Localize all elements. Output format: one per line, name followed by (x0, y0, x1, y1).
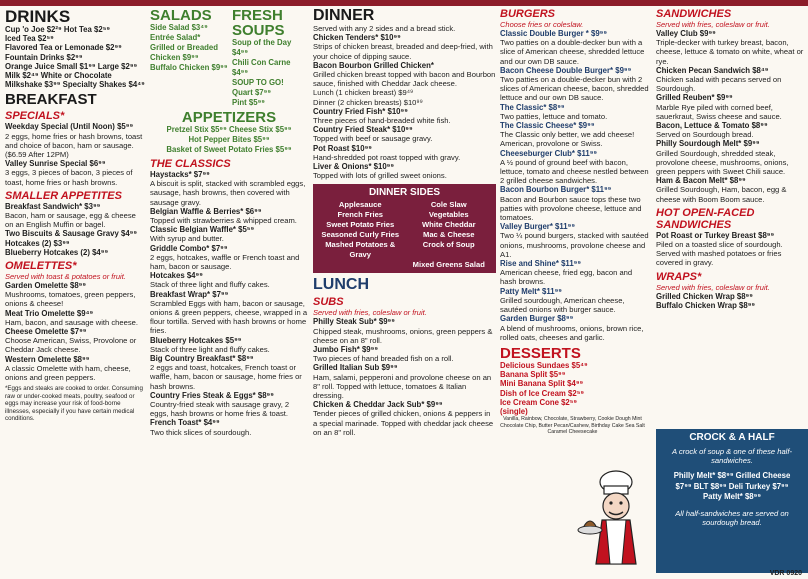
menu-item-desc: Strips of chicken breast, breaded and deep-fried, with your choice of dipping sauce. (313, 42, 493, 61)
crock-item: Patty Melt* $8⁹⁹ (702, 492, 762, 502)
salad-line: Chicken $9⁹⁹ (150, 53, 199, 62)
menu-item-desc: Bacon, ham or sausage, egg & cheese on an English Muffin or bagel. (5, 211, 136, 230)
menu-item-name: Jumbo Fish* $9⁹⁹ (313, 345, 379, 355)
dinner-side: Mixed Greens Salad (412, 260, 485, 270)
column-salads-classics (150, 8, 308, 437)
menu-item-desc: A ½ pound of ground beef with bacon, lettuce, tomato and cheese nestled between 2 grilled cheese sandwiches. (500, 157, 649, 186)
menu-item-desc: 2 eggs and toast, hotcakes, French toast or waffle, ham, bacon or sausage, home fries or hash browns. (150, 363, 302, 391)
dessert-line: Dish of Ice Cream $2⁵⁹ (500, 388, 585, 398)
salads-list (150, 23, 232, 73)
appetizers-list (150, 125, 308, 155)
burgers-title: BURGERS (500, 8, 556, 20)
dinner-sides-box (313, 184, 496, 273)
menu-item-name: Chicken Pecan Sandwich $8⁴⁹ (656, 65, 769, 75)
menu-item-name: Haystacks* $7⁹⁹ (150, 170, 210, 179)
dessert-flavors: Vanilla, Rainbow, Chocolate, Strawberry, Cookie Dough Mint Chocolate Chip, Butter Pecan/Cashew, Birthday Cake Sea Salt Caramel Cheesecake (500, 416, 645, 435)
menu-item-name: Blueberry Hotcakes (2) $4⁹⁹ (5, 247, 109, 257)
menu-item-desc: Two ¼ pound burgers, stacked with sautéed onions, mushrooms, provolone cheese and A1. (500, 231, 649, 259)
dinner-side (316, 260, 405, 270)
menu-item-name: Country Fries Steak & Eggs* $8⁹⁹ (150, 390, 274, 400)
dinner-list (313, 33, 496, 180)
menu-item-name: Classic Double Burger * $9⁹⁹ (500, 29, 608, 38)
lunch-list (313, 317, 496, 437)
menu-item-name: Blueberry Hotcakes $5⁹⁹ (150, 335, 242, 345)
menu-item-name: Ham & Bacon Melt* $8⁹⁹ (656, 176, 746, 186)
soup-line: Pint $5⁹⁹ (232, 98, 265, 107)
specials-title: SPECIALS* (5, 110, 65, 123)
salad-line: Buffalo Chicken $9⁹⁹ (150, 63, 228, 72)
lunch-title: LUNCH (313, 276, 369, 294)
menu-item-desc: Chipped steak, mushrooms, onions, green peppers & cheese on an 8" roll. (313, 326, 493, 345)
menu-item-name: The Classic Cheese* $9⁹⁹ (500, 121, 595, 131)
menu-item-desc: A biscuit is split, stacked with scrambled eggs, sausage, hash browns, then covered with sausage gravy. (150, 179, 306, 207)
crock-footer: All half-sandwiches are served on sourdough bread. (675, 508, 789, 528)
menu-item-name: Valley Burger* $11⁹⁹ (500, 222, 576, 232)
menu-item-name: Bacon Cheese Double Burger* $9⁹⁹ (500, 65, 632, 75)
menu-item-name: Bacon Bourbon Grilled Chicken* (313, 60, 434, 70)
crock-desc: A crock of soup & one of these half-sandwiches. (671, 447, 793, 466)
smaller-list (5, 202, 145, 257)
dinner-side: Crock of Soup (422, 240, 475, 250)
hot-title-1: HOT OPEN-FACED (656, 206, 755, 219)
soup-line: SOUP TO GO! (232, 78, 284, 87)
menu-item-name: Garden Omelette $8⁹⁹ (5, 281, 87, 291)
menu-item-name: Liver & Onions* $10⁹⁹ (313, 162, 395, 172)
burgers-list (500, 29, 650, 342)
top-border (0, 0, 808, 6)
dinner-side: Vegetables (428, 210, 469, 220)
menu-item-name: The Classic* $8⁹⁹ (500, 102, 565, 112)
menu-item-desc: Scrambled Eggs with ham, bacon or sausage, onions & green peppers, cheese, wrapped in a flour tortilla. Served with hash browns or home fries. (150, 298, 308, 336)
desserts-list (500, 361, 590, 416)
soups-title-1: FRESH (232, 7, 283, 24)
menu-item-desc: Country-fried steak with sausage gravy, 2 eggs, hash browns or home fries & toast. (150, 400, 290, 419)
drinks-title: DRINKS (5, 7, 71, 26)
drink-line: Milkshake $3⁹⁹ Specialty Shakes $4⁴⁹ (5, 80, 145, 90)
menu-item-name: Bacon, Lettuce & Tomato $8⁹⁹ (656, 121, 768, 131)
chef-icon (576, 468, 646, 566)
menu-item-desc: Two pieces of hand breaded fish on a roll. (313, 354, 454, 364)
dessert-line: Mini Banana Split $4⁹⁹ (500, 379, 584, 389)
omelettes-note: Served with toast & potatoes or fruit. (5, 272, 126, 282)
crock-and-half-box (656, 429, 808, 573)
appetizer-line: Hot Pepper Bites $5⁹⁹ (188, 135, 270, 144)
dinner-sides-title: DINNER SIDES (368, 187, 441, 199)
burgers-note: Choose fries or coleslaw. (500, 20, 584, 29)
sandwiches-title: SANDWICHES (656, 8, 732, 20)
dinner-side: White Cheddar (421, 220, 476, 230)
menu-item-desc: Two patties on a double-decker bun with a slice of American cheese, shredded lettuce and our own DB sauce. (500, 38, 645, 66)
soup-line: Quart $7⁹⁹ (232, 88, 272, 97)
soups-block (232, 8, 308, 108)
appetizer-line: Pretzel Stix $5⁹⁹ Cheese Stix $5⁹⁹ (166, 125, 292, 134)
menu-item-name: Breakfast Sandwich* $3⁹⁹ (5, 201, 101, 211)
menu-item-name: Classic Belgian Waffle* $5⁵⁹ (150, 225, 255, 235)
column-dinner-lunch (313, 8, 496, 437)
version-code: VDR 0920 (769, 570, 802, 577)
menu-item-name: French Toast* $4⁹⁹ (150, 418, 220, 428)
crock-item: Philly Melt* $8⁹⁹ Grilled Cheese (673, 471, 791, 481)
hot-list (656, 231, 806, 268)
dessert-line: Banana Split $5⁹⁹ (500, 370, 566, 380)
menu-item-desc: Marble Rye piled with corned beef, sauerkraut, Swiss cheese and sauce. (656, 102, 782, 121)
menu-item-name: Bacon Bourbon Burger* $11⁹⁹ (500, 185, 612, 195)
crock-title: CROCK & A HALF (689, 432, 775, 443)
menu-item-desc: Grilled Sourdough, shredded steak, provolone cheese, mushrooms, onions, green peppers with Sweet Chili sauce. (656, 148, 789, 177)
dinner-side: Sweet Potato Fries (326, 220, 395, 230)
menu-item-name: Meat Trio Omelette $9⁴⁹ (5, 308, 94, 318)
salad-line: Grilled or Breaded (150, 43, 219, 52)
menu-item-name: Chicken Tenders* $10⁹⁹ (313, 33, 401, 43)
wrap-line: Grilled Chicken Wrap $8⁹⁹ (656, 291, 753, 301)
menu-item-name: Valley Club $9⁹⁹ (656, 29, 716, 38)
salads-soups-row (150, 8, 308, 108)
menu-item-desc: Stack of three light and fluffy cakes. (150, 344, 270, 354)
omelettes-list (5, 281, 145, 382)
menu-item-name: Belgian Waffle & Berries* $6⁹⁹ (150, 206, 262, 216)
soups-title-2: SOUPS (232, 22, 285, 39)
drink-line: Cup 'o Joe $2²⁹ Hot Tea $2⁵⁹ (5, 25, 111, 34)
menu-item-name: Hotcakes $4⁹⁹ (150, 271, 203, 281)
menu-item-desc: Ham, bacon, and sausage with cheese. (5, 317, 138, 327)
dinner-side: Mac & Cheese (423, 230, 475, 240)
menu-item-name: Philly Steak Sub* $9⁹⁹ (313, 317, 395, 327)
dinner-intro: Served with any 2 sides and a bread stick. (313, 24, 456, 33)
salads-block (150, 8, 232, 108)
soup-line: Chili Con Carne $4⁹⁹ (232, 58, 291, 77)
wraps-title: WRAPS* (656, 270, 702, 283)
menu-item-desc: A classic Omelette with ham, cheese, onions and green peppers. (5, 363, 131, 383)
drink-line: Fountain Drinks $2⁹⁹ (5, 52, 83, 62)
menu-item-desc: Piled on a toasted slice of sourdough. Served with mashed potatoes or fries covered in gravy. (656, 240, 783, 268)
menu-item-desc: Grilled sourdough, American cheese, sautéed onions with burger sauce. (500, 295, 625, 315)
drinks-list (5, 25, 145, 89)
drink-line: Orange Juice Small $1⁹⁹ Large $2⁹⁹ (5, 61, 138, 71)
omelettes-title: OMELETTES* (5, 260, 77, 273)
dinner-side: Applesauce (338, 200, 382, 210)
menu-item-desc: A blend of mushrooms, onions, brown rice, rolled oats, cheeses and garlic. (500, 323, 644, 342)
subs-note: Served with fries, coleslaw or fruit. (313, 308, 427, 318)
drink-line: Flavored Tea or Lemonade $2⁹⁹ (5, 43, 122, 53)
dinner-title: DINNER (313, 7, 375, 24)
column-drinks-breakfast (5, 8, 145, 423)
menu-item-desc: Two patties, lettuce and tomato. (500, 111, 608, 121)
menu-item-name: Cheeseburger Club* $11⁹⁹ (500, 148, 598, 158)
menu-item-desc: The Classic only better, we add cheese! American, provolone or Swiss. (500, 130, 635, 149)
menu-item-name: Garden Burger $8⁹⁹ (500, 314, 574, 324)
menu-item-desc: Mushrooms, tomatoes, green peppers, onions & cheese! (5, 290, 136, 309)
menu-item-name: Big Country Breakfast* $8⁹⁹ (150, 354, 254, 364)
salad-line: Side Salad $3⁴⁹ (150, 23, 208, 32)
menu-item-desc: Stack of three light and fluffy cakes. (150, 280, 270, 290)
classics-list (150, 170, 308, 437)
sandwiches-list (656, 29, 806, 204)
menu-item-desc: Topped with strawberries & whipped cream. (150, 216, 297, 226)
menu-item-name: Chicken & Cheddar Jack Sub* $9⁹⁹ (313, 400, 443, 410)
menu-item-desc: Bacon and Bourbon sauce tops these two patties with provolone cheese, lettuce and tomatoes. (500, 194, 642, 223)
menu-item-desc: Dinner (2 chicken breasts) $10⁹⁹ (313, 97, 423, 107)
menu-item-desc: Topped with beef or sausage gravy. (313, 134, 433, 144)
menu-item-name: Pot Roast or Turkey Breast $8⁹⁹ (656, 230, 775, 240)
menu-item-name: Breakfast Wrap* $7⁹⁹ (150, 289, 229, 299)
menu-item-name: Hotcakes (2) $3⁹⁹ (5, 238, 70, 248)
sandwiches-note: Served with fries, coleslaw or fruit. (656, 20, 770, 29)
column-burgers (500, 8, 650, 435)
menu-item-name: Griddle Combo* $7⁹⁹ (150, 243, 228, 253)
menu-item-desc: Ham, salami, pepperoni and provolone cheese on an 8" roll. Topped with lettuce, tomatoes & Italian dressing. (313, 372, 492, 401)
menu-item-desc: Chicken salad with pecans served on Sourdough. (656, 75, 782, 94)
desserts-title: DESSERTS (500, 344, 581, 362)
subs-title: SUBS (313, 296, 344, 309)
menu-item-name: Rise and Shine* $11⁹⁹ (500, 259, 582, 269)
specials-list (5, 122, 145, 186)
menu-item-desc: American cheese, fried egg, bacon and hash browns. (500, 268, 633, 287)
appetizer-line: Basket of Sweet Potato Fries $5⁹⁹ (166, 145, 292, 154)
menu-item-desc: Served on Sourdough bread. (656, 130, 754, 140)
menu-item-name: Weekday Special (Until Noon) $5⁹⁹ (5, 122, 134, 132)
menu-item-desc: Two thick slices of sourdough. (150, 427, 252, 437)
menu-item-name: Patty Melt* $11⁹⁹ (500, 286, 563, 296)
dinner-side: Cole Slaw (430, 200, 467, 210)
menu-item-desc: Lunch (1 chicken breast) $9⁴⁹ (313, 88, 414, 98)
column-sandwiches (656, 8, 806, 310)
dessert-line: Delicious Sundaes $5⁴⁹ (500, 360, 588, 370)
soup-line: Soup of the Day $4⁹⁹ (232, 38, 292, 57)
breakfast-title: BREAKFAST (5, 91, 97, 109)
smaller-appetites-title: SMALLER APPETITES (5, 189, 122, 202)
dinner-side: French Fries (337, 210, 384, 220)
dessert-line: Ice Cream Cone $2⁵⁹ (single) (500, 397, 578, 416)
menu-item-name: Western Omelette $8⁹⁹ (5, 354, 90, 364)
dinner-sides-grid (316, 200, 493, 270)
menu-item-desc: Two patties on a double-decker bun with 2 slices of American cheese, bacon, shredded lettuce and our own DB sauce. (500, 75, 649, 103)
menu-item-name: Grilled Reuben* $9⁹⁹ (656, 93, 733, 103)
menu-item-name: Two Biscuits & Sausage Gravy $4⁹⁹ (5, 229, 138, 239)
menu-item-name: Pot Roast $10⁹⁹ (313, 143, 372, 153)
wraps-list (656, 292, 806, 310)
wraps-note: Served with fries, coleslaw or fruit. (656, 282, 770, 292)
menu-item-name: Grilled Italian Sub $9⁹⁹ (313, 363, 398, 373)
drink-line: Iced Tea $2⁵⁹ (5, 34, 54, 44)
menu-item-desc: 2 eggs, home fries or hash browns, toast and choice of bacon, ham or sausage. ($6.59 After 12PM) (5, 131, 143, 160)
menu-item-name: Philly Sourdough Melt* $9⁹⁹ (656, 139, 760, 149)
hot-title-2: SANDWICHES (656, 218, 732, 231)
menu-item-desc: Tender pieces of grilled chicken, onions & peppers in a special marinade. Topped with cheddar jack cheese on an 8" roll. (313, 409, 494, 437)
menu-item-desc: Choose American, Swiss, Provolone or Cheddar Jack cheese. (5, 336, 137, 355)
dinner-side: Mashed Potatoes & Gravy (325, 240, 396, 260)
salads-title: SALADS (150, 7, 212, 24)
menu-item-desc: With syrup and butter. (150, 234, 224, 244)
dinner-side: Seasoned Curly Fries (321, 230, 400, 240)
menu-item-desc: Triple-decker with turkey breast, bacon, cheese, lettuce & tomato on white, wheat or rye. (656, 38, 804, 66)
menu-item-desc: Topped with lots of grilled sweet onions. (313, 171, 447, 181)
menu-item-desc: Grilled Sourdough, Ham, bacon, egg & cheese with Boom Boom sauce. (656, 185, 787, 204)
menu-item-name: Country Fried Fish* $10⁹⁹ (313, 106, 408, 116)
classics-title: THE CLASSICS (150, 158, 231, 170)
menu-item-name: Cheese Omelette $7⁹⁹ (5, 327, 87, 337)
wrap-line: Buffalo Chicken Wrap $8⁹⁹ (656, 300, 756, 310)
menu-item-desc: Grilled chicken breast topped with bacon and Bourbon sauce, finished with Cheddar Jack cheese. (313, 70, 496, 89)
appetizers-title: APPETIZERS (181, 109, 277, 126)
drink-line: Milk $2⁴⁹ White or Chocolate (5, 71, 112, 81)
menu-item-desc: 3 eggs, 3 pieces of bacon, 3 pieces of toast, home fries or hash browns. (5, 168, 133, 187)
menu-item-name: Valley Sunrise Special $6⁹⁹ (5, 159, 106, 169)
crock-item: $7⁹⁹ BLT $8⁹⁹ Deli Turkey $7⁹⁹ (675, 481, 789, 491)
menu-item-name: Country Fried Steak* $10⁹⁹ (313, 125, 413, 135)
menu-item-desc: Three pieces of hand-breaded white fish. (313, 116, 451, 126)
menu-item-desc: Hand-shredded pot roast topped with gravy. (313, 152, 461, 162)
soups-list (232, 38, 308, 108)
menu-item-desc: 2 eggs, hotcakes, waffle or French toast and ham, bacon or sausage. (150, 252, 300, 272)
crock-items (660, 471, 804, 503)
disclaimer: *Eggs and steaks are cooked to order. Consuming raw or under-cooked meats, poultry, seafood or eggs may increase your risk of food-borne illnesses, especially if you have certain medical conditions. (5, 385, 143, 423)
salad-line: Entrée Salad* (150, 33, 201, 42)
